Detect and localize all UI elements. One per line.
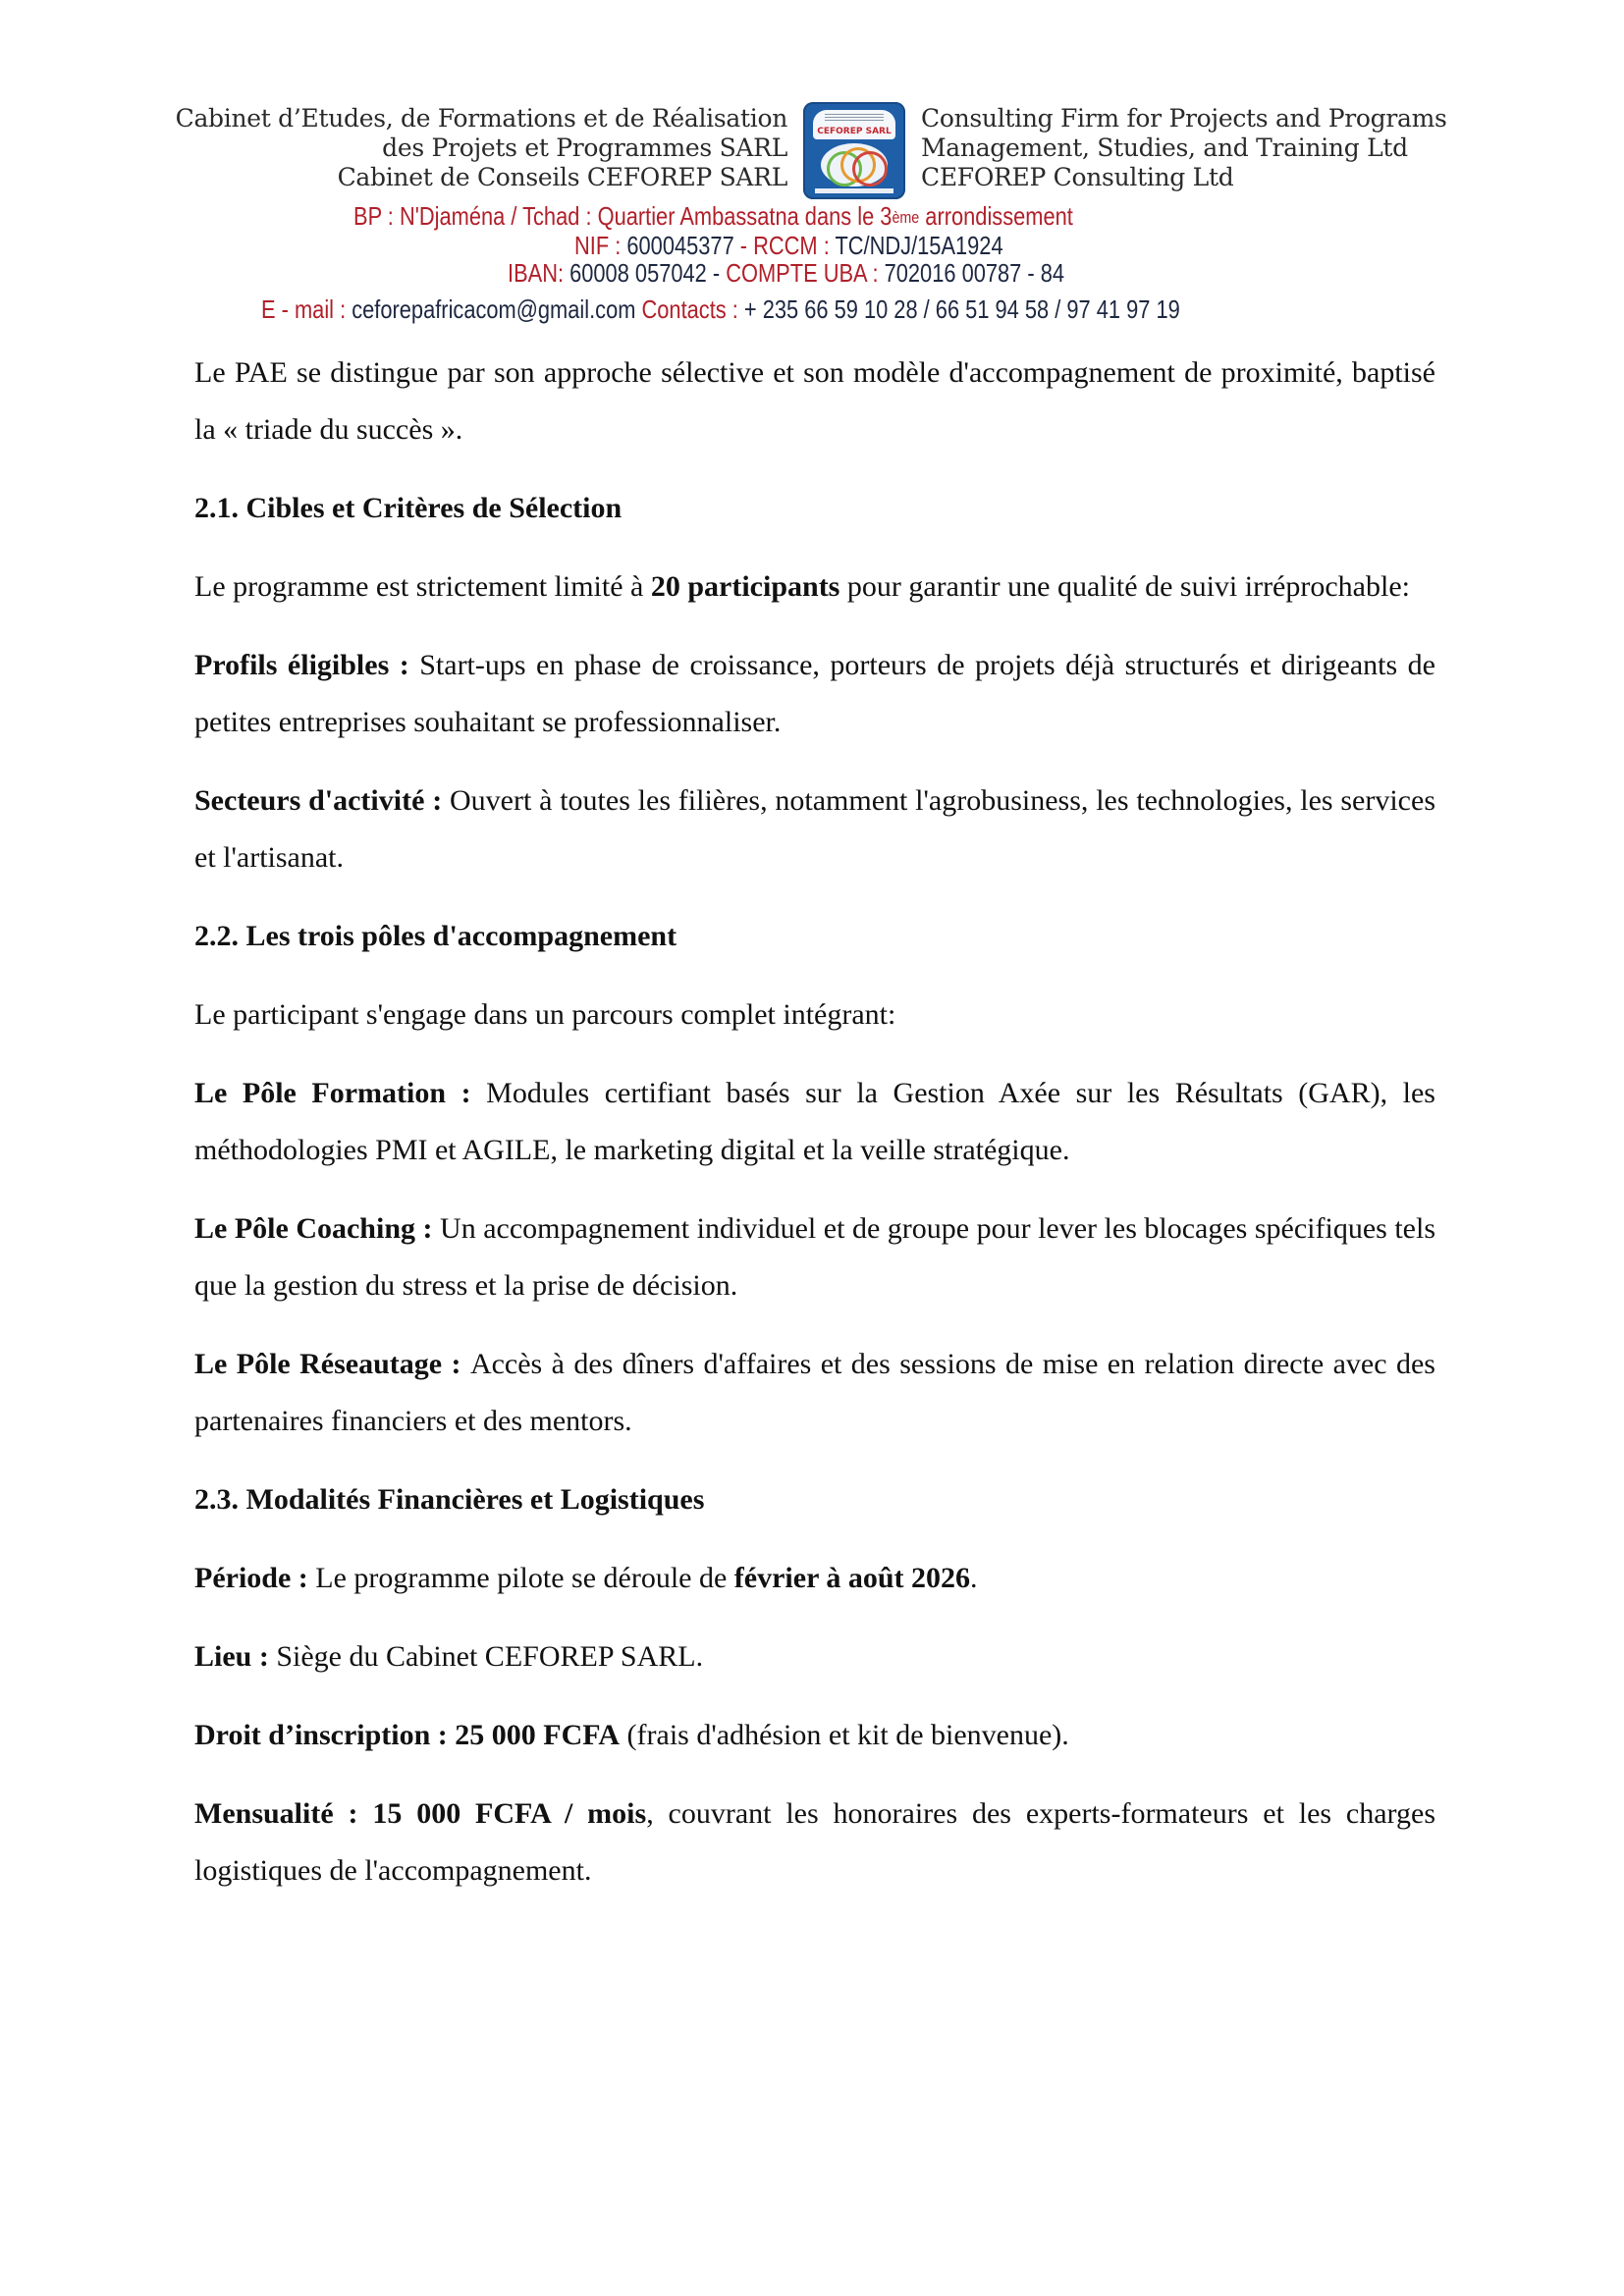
logo-brand-text: CEFOREP SARL bbox=[817, 127, 892, 136]
section-heading-2-2: 2.2. Les trois pôles d'accompagnement bbox=[194, 920, 677, 952]
mensualite-text: , couvrant les honoraires des experts-formateurs et les charges logistiques de l'accompagnement. bbox=[194, 1797, 1435, 1887]
intro-paragraph: Le PAE se distingue par son approche sélective et son modèle d'accompagnement de proximité, baptisé la « triade du succès ». bbox=[194, 356, 1435, 446]
letterhead-left-line: Cabinet d’Etudes, de Formations et de Réalisation bbox=[175, 104, 787, 133]
letterhead-left-line: des Projets et Programmes SARL bbox=[382, 133, 787, 162]
iban-label: IBAN: bbox=[508, 258, 570, 288]
contacts-phones: + 235 66 59 10 28 / 66 51 94 58 / 97 41 97 19 bbox=[743, 294, 1180, 324]
section-heading-2-1: 2.1. Cibles et Critères de Sélection bbox=[194, 492, 623, 524]
letterhead-right-line: Consulting Firm for Projects and Programs bbox=[921, 104, 1447, 133]
document-body bbox=[194, 345, 1435, 1921]
logo-rings-emblem bbox=[821, 143, 888, 187]
letterhead-left-line: Cabinet de Conseils CEFOREP SARL bbox=[337, 163, 787, 191]
lieu-paragraph bbox=[194, 1629, 1435, 1685]
limit-text-post: pour garantir une qualité de suivi irréprochable: bbox=[839, 570, 1410, 603]
address-suffix: arrondissement bbox=[919, 201, 1073, 231]
droit-inscription-paragraph bbox=[194, 1707, 1435, 1764]
mensualite-label: Mensualité : 15 000 FCFA / mois bbox=[194, 1797, 647, 1830]
participants-limit-paragraph bbox=[194, 559, 1435, 615]
contacts-label: Contacts : bbox=[635, 294, 744, 324]
profils-paragraph bbox=[194, 637, 1435, 751]
letterhead-contacts bbox=[261, 294, 1180, 324]
lieu-label: Lieu : bbox=[194, 1640, 277, 1673]
droit-inscription-text: (frais d'adhésion et kit de bienvenue). bbox=[620, 1719, 1069, 1751]
compte-value: 702016 00787 - 84 bbox=[884, 258, 1064, 288]
letterhead-french-name bbox=[176, 104, 787, 192]
pole-coaching-label: Le Pôle Coaching : bbox=[194, 1212, 441, 1245]
email-link[interactable]: ceforepafricacom@gmail.com bbox=[352, 294, 636, 324]
parcours-intro-paragraph: Le participant s'engage dans un parcours complet intégrant: bbox=[194, 998, 896, 1031]
mensualite-paragraph bbox=[194, 1786, 1435, 1899]
letterhead-right-line: Management, Studies, and Training Ltd bbox=[921, 133, 1408, 162]
letterhead-right-line: CEFOREP Consulting Ltd bbox=[921, 163, 1234, 191]
pole-formation-label: Le Pôle Formation : bbox=[194, 1077, 487, 1109]
limit-count: 20 participants bbox=[650, 570, 840, 603]
email-label: E - mail : bbox=[261, 294, 352, 324]
profils-text: Start-ups en phase de croissance, porteurs de projets déjà structurés et dirigeants de petites entreprises souhaitant se professionnaliser. bbox=[194, 649, 1435, 738]
address-text: BP : N'Djaména / Tchad : Quartier Ambassatna dans le 3 bbox=[353, 201, 893, 231]
periode-text-post: . bbox=[970, 1562, 978, 1594]
logo-top-panel bbox=[813, 110, 895, 139]
iban-value: 60008 057042 - bbox=[569, 258, 727, 288]
periode-dates: février à août 2026 bbox=[733, 1562, 971, 1594]
letterhead-address bbox=[353, 201, 1073, 233]
ceforep-logo bbox=[803, 102, 905, 199]
nif-label: NIF : bbox=[574, 231, 627, 260]
pole-coaching-text: Un accompagnement individuel et de groupe pour lever les blocages spécifiques tels que la gestion du stress et la prise de décision. bbox=[194, 1212, 1435, 1302]
pole-reseautage-label: Le Pôle Réseautage : bbox=[194, 1348, 470, 1380]
logo-ring-red bbox=[852, 151, 888, 187]
pole-reseautage-text: Accès à des dîners d'affaires et des sessions de mise en relation directe avec des partenaires financiers et des mentors. bbox=[194, 1348, 1435, 1437]
letterhead-english-name bbox=[921, 104, 1447, 192]
compte-label: COMPTE UBA : bbox=[726, 258, 885, 288]
rccm-value: TC/NDJ/15A1924 bbox=[835, 231, 1003, 260]
secteurs-paragraph bbox=[194, 773, 1435, 886]
profils-label: Profils éligibles : bbox=[194, 649, 420, 681]
rccm-label: - RCCM : bbox=[733, 231, 836, 260]
pole-coaching-paragraph bbox=[194, 1201, 1435, 1314]
secteurs-label: Secteurs d'activité : bbox=[194, 784, 450, 817]
section-heading-2-3: 2.3. Modalités Financières et Logistiques bbox=[194, 1483, 705, 1516]
address-superscript: ème bbox=[892, 208, 920, 227]
droit-inscription-label: Droit d’inscription : 25 000 FCFA bbox=[194, 1719, 621, 1751]
logo-bottom-bar bbox=[815, 188, 893, 193]
lieu-text: Siège du Cabinet CEFOREP SARL. bbox=[276, 1640, 704, 1673]
nif-value: 600045377 bbox=[626, 231, 734, 260]
secteurs-text: Ouvert à toutes les filières, notamment l'agrobusiness, les technologies, les services et l'artisanat. bbox=[194, 784, 1435, 874]
logo-text-lines bbox=[825, 114, 884, 122]
periode-paragraph bbox=[194, 1550, 1435, 1607]
periode-text-pre: Le programme pilote se déroule de bbox=[315, 1562, 734, 1594]
pole-reseautage-paragraph bbox=[194, 1336, 1435, 1450]
limit-text-pre: Le programme est strictement limité à bbox=[194, 570, 651, 603]
pole-formation-text: Modules certifiant basés sur la Gestion Axée sur les Résultats (GAR), les méthodologies PMI et AGILE, le marketing digital et la veille stratégique. bbox=[194, 1077, 1435, 1166]
letterhead-banking bbox=[508, 258, 1064, 288]
pole-formation-paragraph bbox=[194, 1065, 1435, 1179]
periode-label: Période : bbox=[194, 1562, 316, 1594]
letterhead bbox=[0, 0, 1624, 334]
letterhead-registration bbox=[574, 231, 1003, 260]
